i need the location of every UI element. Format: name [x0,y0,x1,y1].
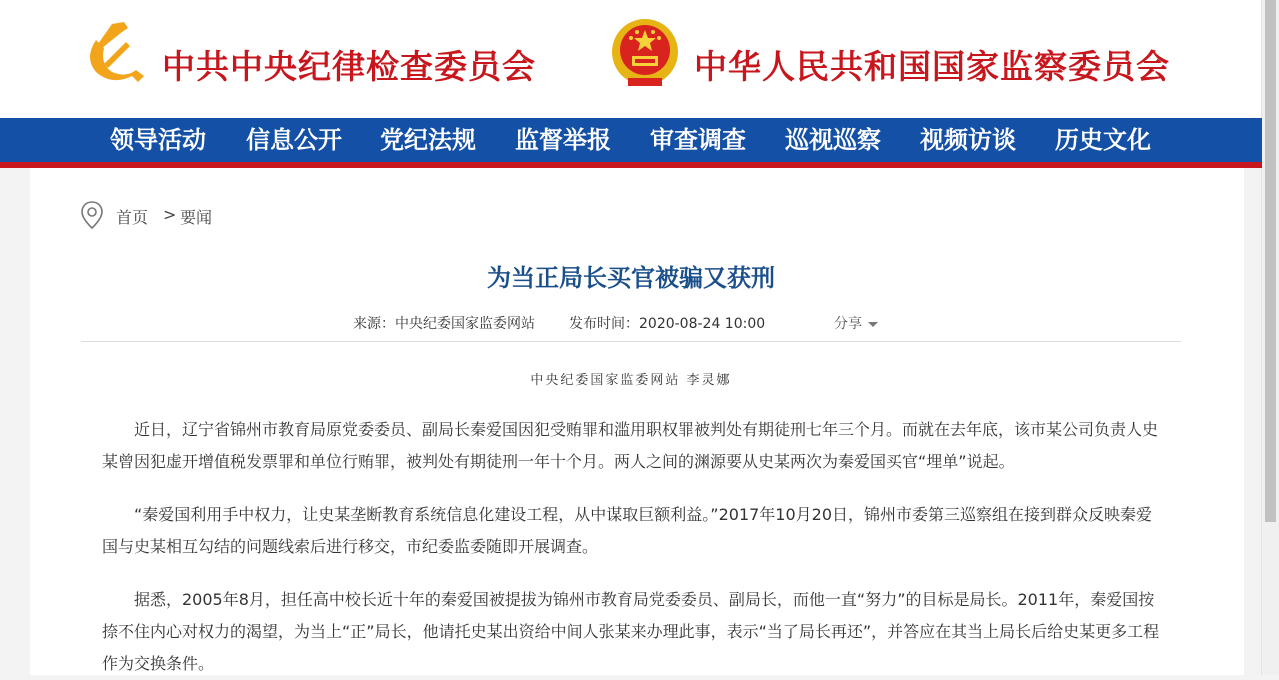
national-emblem-icon [610,16,680,90]
meta-divider [81,341,1181,342]
article-publish-time: 发布时间：2020-08-24 10:00 [569,316,766,332]
main-nav [0,118,1262,162]
nav-item-report[interactable]: 监督举报 [515,125,611,154]
breadcrumb-current[interactable]: 要闻 [180,208,213,227]
nav-item-history[interactable]: 历史文化 [1055,125,1151,154]
article-paragraph: 近日，辽宁省锦州市教育局原党委委员、副局长秦爱国因犯受贿罪和滥用职权罪被判处有期徒刑七年三个月。而就在去年底，该市某公司负责人史某曾因犯虚开增值税发票罪和单位行贿罪，被判处有期徒刑一年十个月。两人之间的渊源要从史某两次为秦爱国买官“埋单”说起。 [102,420,1159,471]
nav-item-disclosure[interactable]: 信息公开 [246,125,342,154]
nav-item-investigation[interactable]: 审查调查 [650,125,746,154]
scrollbar-thumb[interactable] [1265,0,1276,522]
article-source: 来源：中央纪委国家监委网站 [353,316,535,332]
share-label: 分享 [834,316,862,332]
vertical-scrollbar[interactable] [1261,0,1279,675]
location-pin-icon [80,200,104,230]
site-header [0,0,1262,118]
nav-item-video[interactable]: 视频访谈 [920,125,1016,154]
org2-title: 中华人民共和国国家监察委员会 [694,47,1170,86]
nav-item-inspection[interactable]: 巡视巡察 [785,125,881,154]
article-title: 为当正局长买官被骗又获刑 [487,264,775,292]
nav-item-regulations[interactable]: 党纪法规 [380,125,476,154]
article-byline: 中央纪委国家监委网站 李灵娜 [530,373,732,388]
org1-title: 中共中央纪律检查委员会 [162,47,536,86]
nav-item-leadership[interactable]: 领导活动 [110,125,206,154]
article-paragraph: “秦爱国利用手中权力，让史某垄断教育系统信息化建设工程，从中谋取巨额利益。”2017年10月20日，锦州市委第三巡察组在接到群众反映秦爱国与史某相互勾结的问题线索后进行移交，市纪委监委随即开展调查。 [102,505,1153,556]
breadcrumb-home[interactable]: 首页 [116,208,149,227]
share-button[interactable] [834,313,878,333]
party-emblem-icon [82,20,148,86]
article-paragraph: 据悉，2005年8月，担任高中校长近十年的秦爱国被提拔为锦州市教育局党委委员、副局长，而他一直“努力”的目标是局长。2011年，秦爱国按捺不住内心对权力的渴望，为当上“正”局长，他请托史某出资给中间人张某来办理此事，表示“当了局长再还”，并答应在其当上局长后给史某更多工程作为交换条件。 [102,590,1160,673]
caret-down-icon [868,322,878,327]
breadcrumb-separator: > [163,205,177,224]
